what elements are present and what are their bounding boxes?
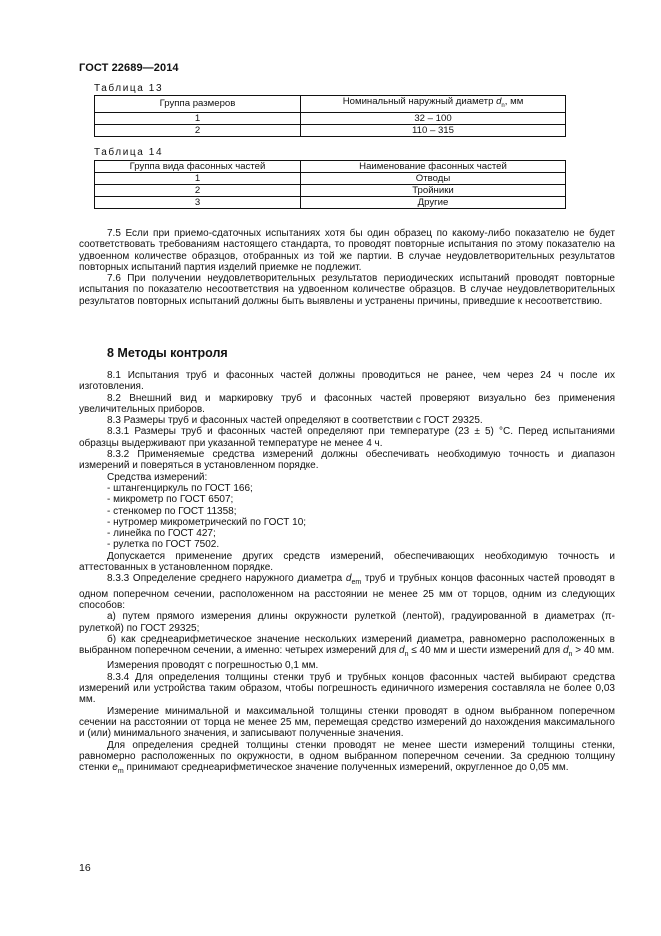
paragraph-method-a: а) путем прямого измерения длины окружности рулеткой (лентой), градуированной в диаметрах (π-рулеткой) по ГОСТ 29325; [79, 611, 615, 634]
paragraph-8-3-2: 8.3.2 Применяемые средства измерений должны обеспечивать необходимую точность и диапазон измерений и поверяться в установленном порядке. [79, 449, 615, 472]
table-row [95, 197, 566, 209]
table-header-cell: Группа размеров [95, 96, 301, 113]
section-8-heading: 8 Методы контроля [107, 346, 228, 360]
section-7-text [79, 228, 615, 307]
table-cell: 1 [95, 112, 301, 124]
page-number: 16 [79, 862, 91, 874]
table-cell: 1 [95, 173, 301, 185]
table-cell: Другие [301, 197, 566, 209]
table-cell: 32 – 100 [301, 112, 566, 124]
section-8-text [79, 370, 615, 777]
table-header-cell: Группа вида фасонных частей [95, 161, 301, 173]
paragraph-7-5: 7.5 Если при приемо-сдаточных испытаниях хотя бы один образец по какому-либо показателю не будет соответствовать требованиям настоящего стандарта, то проводят повторные испытания по этому показателю на удвоенном количестве образцов, отобранных из той же партии. В случае неудовлетворительных результатов повторных испытаний партия изделий приемке не подлежит. [79, 228, 615, 273]
paragraph-average-thickness: Для определения средней толщины стенки проводят не менее шести измерений толщины стенки, равномерно расположенных по окружности, в одном выбранном поперечном сечении. За среднюю толщину стенки $e_m$ принимают среднеарифметическое значение полученных измерений, округленное до 0,05 мм. [79, 739, 615, 776]
paragraph-8-3-4: 8.3.4 Для определения толщины стенки труб и трубных концов фасонных частей выбирают средства измерений или устройства таким образом, чтобы погрешность единичного измерения составляла не более 0,03 мм. [79, 671, 615, 706]
paragraph-8-3-1: 8.3.1 Размеры труб и фасонных частей определяют при температуре (23 ± 5) °С. Перед испытаниями образцы выдерживают при указанной температуре не менее 4 ч. [79, 426, 615, 449]
table-row [95, 124, 566, 136]
table-header-row [95, 161, 566, 173]
paragraph-7-6: 7.6 При получении неудовлетворительных результатов периодических испытаний проводят повторные испытания по показателю несоответствия на удвоенном количестве образцов. В случае неудовлетворительных результатов повторных испытаний должны быть выявлены и устранены причины, приведшие к несоответствию. [79, 273, 615, 307]
list-item: - нутромер микрометрический по ГОСТ 10; [107, 516, 307, 528]
list-item: - микрометр по ГОСТ 6507; [107, 494, 234, 506]
table-row [95, 112, 566, 124]
table-row [95, 173, 566, 185]
paragraph-8-3-3: 8.3.3 Определение среднего наружного диаметра $d_{em}$ труб и трубных концов фасонных частей проводят в одном поперечном сечении, расположенном на расстоянии не менее 25 мм от торцов, одним из следующих способов: [79, 573, 615, 611]
instruments-title: Средства измерений: [107, 471, 208, 483]
table-header-row [95, 96, 566, 113]
table-14 [94, 160, 566, 209]
list-item: - линейка по ГОСТ 427; [107, 528, 216, 540]
table-cell: 2 [95, 124, 301, 136]
list-item: - штангенциркуль по ГОСТ 166; [107, 482, 253, 494]
list-item: - рулетка по ГОСТ 7502. [107, 539, 220, 551]
paragraph-8-3: 8.3 Размеры труб и фасонных частей определяют в соответствии с ГОСТ 29325. [107, 415, 483, 427]
paragraph-accuracy: Измерения проводят с погрешностью 0,1 мм. [107, 660, 319, 672]
table-13 [94, 95, 566, 137]
paragraph-min-max-thickness: Измерение минимальной и максимальной толщины стенки проводят в одном выбранном поперечном сечении на расстоянии от торца не менее 25 мм, перемещая средство измерений до нахождения максимального и (или) минимального значения, и записывают полученные значения. [79, 705, 615, 740]
table-header-cell: Наименование фасонных частей [301, 161, 566, 173]
table-14-caption: Таблица 14 [94, 147, 164, 158]
document-header: ГОСТ 22689—2014 [79, 62, 179, 74]
table-row [95, 185, 566, 197]
table-cell: Отводы [301, 173, 566, 185]
table-13-caption: Таблица 13 [94, 83, 164, 94]
table-header-cell: Номинальный наружный диаметр $d_n$, мм [301, 96, 566, 113]
paragraph-allowed-instruments: Допускается применение других средств измерений, обеспечивающих необходимую точность и аттестованных в установленном порядке. [79, 550, 615, 574]
paragraph-8-2: 8.2 Внешний вид и маркировку труб и фасонных частей проверяют визуально без применения увеличительных приборов. [79, 392, 615, 415]
table-cell: 3 [95, 197, 301, 209]
paragraph-8-1: 8.1 Испытания труб и фасонных частей должны проводиться не ранее, чем через 24 ч после их изготовления. [79, 370, 615, 393]
table-cell: Тройники [301, 185, 566, 197]
list-item: - стенкомер по ГОСТ 11358; [107, 505, 237, 517]
table-cell: 110 – 315 [301, 124, 566, 136]
table-cell: 2 [95, 185, 301, 197]
paragraph-method-b: б) как среднеарифметическое значение нескольких измерений диаметра, равномерно расположенных в выбранном поперечном сечении, а именно: четырех измерений для $d_n \le 40$ мм и шести измерений для $d_n > 40$ мм. [79, 633, 615, 659]
